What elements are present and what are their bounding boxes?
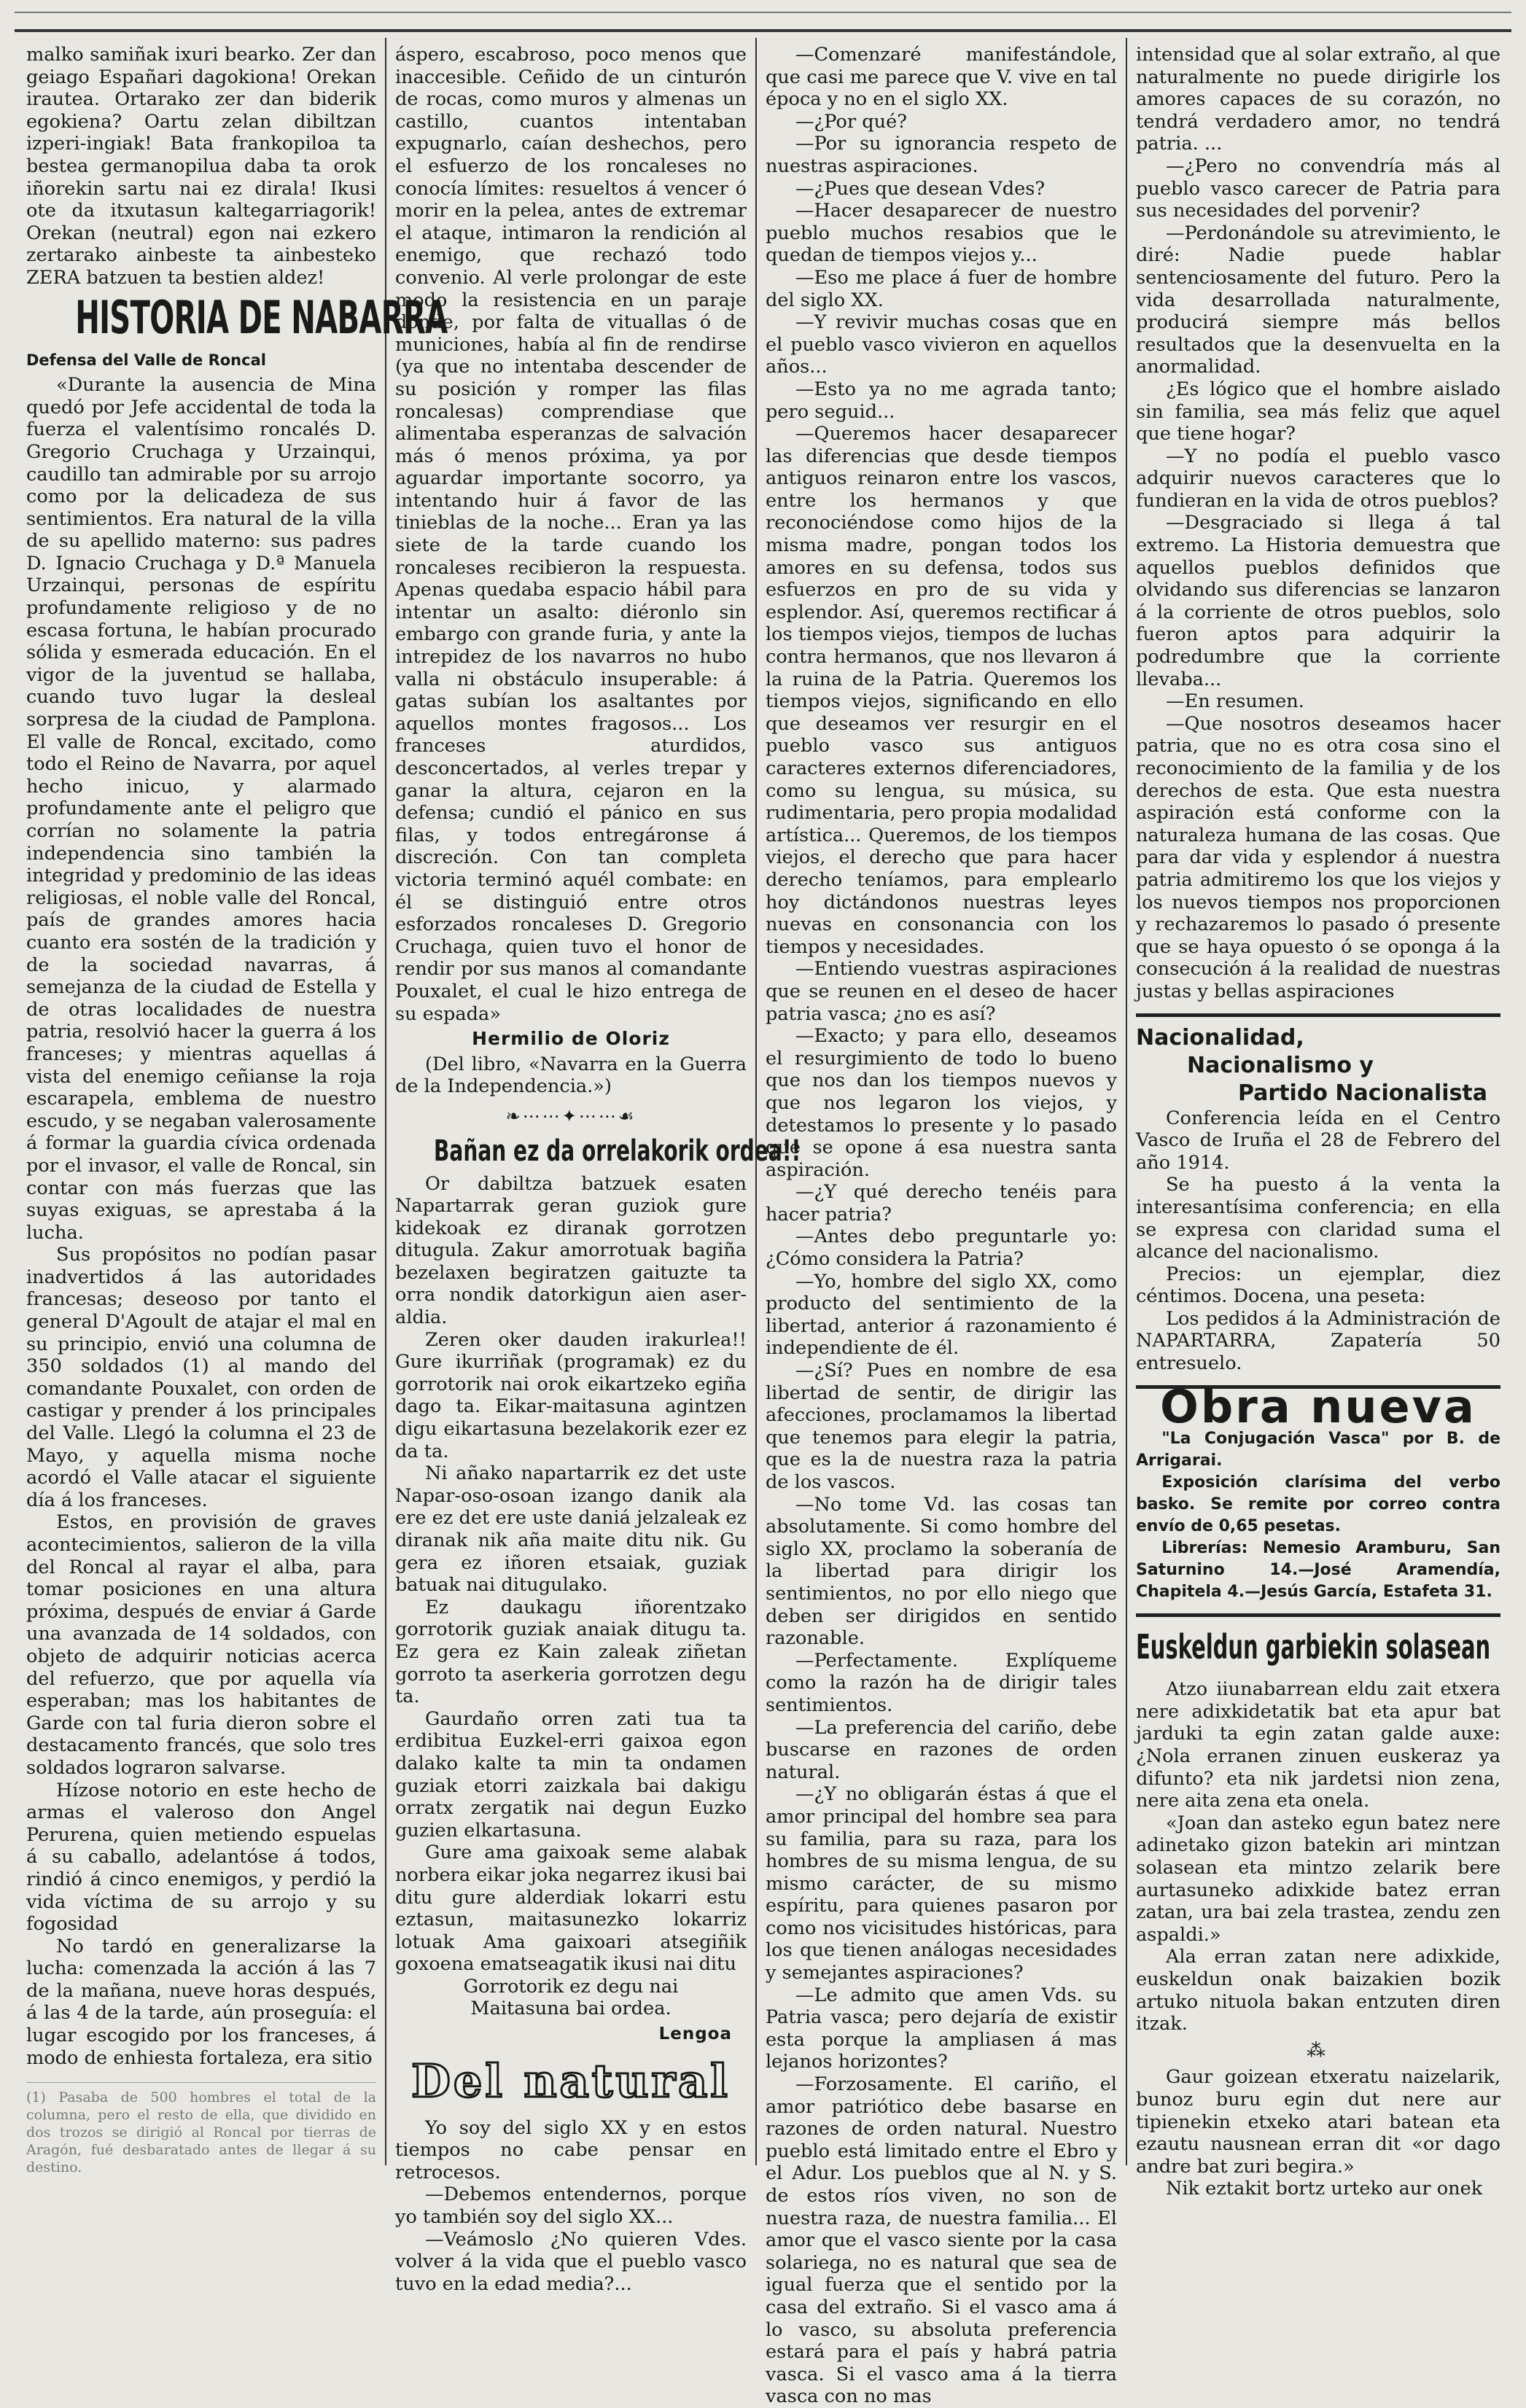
dialogue-line: —Queremos hacer desaparecer las diferencias que desde tiempos antiguos reinaron entre los vascos, entre los hermanos y que reconociéndose como hijos de la misma madre, pongan todos los amores en su defensa, todos sus esfuerzos en pro de su vida y esplendor. Así, queremos rectificar á los tiempos viejos, tiempos de luchas contra hermanos, que nos llevaron á la ruina de la Patria. Queremos los tiempos viejos, significando en ello que deseamos ver resurgir en el pueblo vasco sus antiguos caracteres externos diferenciadores, como su lengua, su música, su rudimentaria, pero propia modalidad artística... Queremos, de los tiempos viejos, el derecho que para hacer derecho teníamos, para emplearlo hoy dictándonos nuestras leyes nuevas en consonancia con los tiempos y necesidades. <box>766 423 1117 958</box>
article-paragraph: Or dabiltza batzuek esaten Napartarrak geran guziok gure kidekoak ez diranak gorrotzen ditugula. Zakur amorrotuak bagiña bezelaxen begiratzen gaituzte ta orra nondik datorkigun aien aser-aldia. <box>395 1172 747 1329</box>
dialogue-line: —Perfectamente. Explíqueme como la razón ha de dirigir tales sentimientos. <box>766 1649 1117 1716</box>
dialogue-line: —Desgraciado si llega á tal extremo. La Historia demuestra que aquellos pueblos definidos que olvidando sus diferencias se lanzaron á la corriente de otros pueblos, solo fueron aptos para adquirir la podredumbre que la corriente llevaba... <box>1136 512 1500 690</box>
dialogue-line: —¿Sí? Pues en nombre de esa libertad de sentir, de dirigir las afecciones, proclamamos la libertad que tenemos para elegir la patria, que es la de nuestra raza la patria de los vascos. <box>766 1360 1117 1493</box>
euskeldun-title: Euskeldun garbiekin solasean <box>1136 1627 1491 1667</box>
author-signature: Hermilio de Oloriz <box>472 1028 670 1050</box>
column-3 <box>766 44 1117 2408</box>
intro-paragraph: malko samiñak ixuri bearko. Zer dan geiago Españari dagokiona! Orekan irautea. Ortarako zer dan biderik egokiena? Oartu zelan dibiltzan izperi-ingiak! Bata frankopiloa ta bestea germanopilua daba ta orok iñorekin sartu nai ez dirala! Ikusi ote da itxutasun kaltegarriagorik! Orekan (neutral) egon nai ezkero zertarako ainbeste ta ainbesteko ZERA batzuen ta bestien aldez! <box>26 44 376 289</box>
article-paragraph: No tardó en generalizarse la lucha: comenzada la acción á las 7 de la mañana, nueve horas después, á las 4 de la tarde, aún proseguía: el lugar escogido por los franceses, á modo de enhiesta fortaleza, era sitio <box>26 1935 376 2069</box>
eusk-paragraph: Gaur goizean etxeratu naizelarik, bunoz buru egin dut nere aur tipienekin etxeko atari batean eta ezautu nausnean erran dit «or dago andre bat zuri begira.» <box>1136 2066 1500 2178</box>
column-divider <box>385 38 386 2165</box>
dialogue-line: intensidad que al solar extraño, al que naturalmente no puede dirigirle los amores capaces de su corazón, no tendrá verdadero amor, no tendrá patria. ... <box>1136 44 1500 155</box>
nac-paragraph: Los pedidos á la Administración de NAPARTARRA, Zapatería 50 entresuelo. <box>1136 1307 1500 1375</box>
poem-line: Gorrotorik ez degu nai <box>463 1975 679 1998</box>
article-paragraph: Ez daukagu iñorentzako gorrotorik guziak anaiak ditugu ta. Ez gera ez Kain zaleak ziñetan gorroto ta aserkeria gorrotzen degu ta. <box>395 1596 747 1708</box>
column-4 <box>1136 44 1500 2200</box>
dialogue-line: —Que nosotros deseamos hacer patria, que no es otra cosa sino el reconocimiento de la familia y de los derechos de esta. Que esta nuestra aspiración está conforme con la naturaleza humana de las cosas. Que para dar vida y esplendor á nuestra patria admitiremo los que los viejos y los nuevos tiempos nos proporcionen y rechazaremos lo pasado ó presente que se haya opuesto ó se oponga á la consecución á la realidad de nuestras justas y bellas aspiraciones <box>1136 712 1500 1002</box>
nac-paragraph: Se ha puesto á la venta la interesantísima conferencia; en ella se expresa con claridad suma el alcance del nacionalismo. <box>1136 1174 1500 1263</box>
dialogue-line: —¿Y qué derecho tenéis para hacer patria? <box>766 1181 1117 1226</box>
section-rule <box>1136 1613 1500 1617</box>
column-1 <box>26 44 448 2176</box>
historia-title: HISTORIA DE NABARRA <box>75 290 448 344</box>
article-paragraph: Ni añako napartarrik ez det uste Napar-oso-osoan izango danik ala ere ez det ere uste daniá jelzaleak ez diranak nik aña maite ditu nik. Gu gera ez iñoren etsaiak, guziak batuak nai ditugulako. <box>395 1462 747 1597</box>
dialogue-line: —¿Pues que desean Vdes? <box>795 177 1046 200</box>
nacionalidad-heading: Nacionalidad, <box>1136 1024 1304 1051</box>
dialogue-line: —Yo, hombre del siglo XX, como producto del sentimiento de la libertad, anterior á razonamiento é independiente de él. <box>766 1270 1117 1360</box>
del-natural-title: Del natural <box>411 2054 731 2108</box>
dialogue-line: —Forzosamente. El cariño, el amor patriótico debe basarse en razones de orden natural. Nuestro pueblo está limitado entre el Ebro y el Adur. Los pueblos que al N. y S. de estos ríos viven, no son de nuestra raza, de nuestra familia... El amor que el vasco siente por la casa solariega, no es natural que sea de igual fuerza que el sentido por la casa del extraño. Si el vasco ama á lo vasco, su absoluta preferencia estará para el país y habrá patria vasca. Si el vasco ama á la tierra vasca con no mas <box>766 2073 1117 2408</box>
footnote: (1) Pasaba de 500 hombres el total de la columna, pero el resto de ella, que dividido en dos trozos se dirigió al Roncal por tierras de Aragón, fué desbaratado antes de llegar á su destino. <box>26 2082 376 2176</box>
dialogue-line: ¿Es lógico que el hombre aislado sin familia, sea más feliz que aquel que tiene hogar? <box>1136 378 1500 445</box>
dialogue-line: —La preferencia del cariño, debe buscarse en razones de orden natural. <box>766 1716 1117 1783</box>
article-paragraph: —Veámoslo ¿No quieren Vdes. volver á la vida que el pueblo vasco tuvo en la edad media?... <box>395 2228 747 2295</box>
column-divider <box>755 38 757 2165</box>
dialogue-line: —Esto ya no me agrada tanto; pero seguid... <box>766 378 1117 423</box>
article-paragraph: Hízose notorio en este hecho de armas el valeroso don Angel Perurena, quien metiendo espuelas á su caballo, adelantóse á todos, rindió á cinco enemigos, y perdió la vida víctima de su arrojo y su fogosidad <box>26 1779 376 1936</box>
poem-line: Maitasuna bai ordea. <box>470 1998 671 2020</box>
article-paragraph: Yo soy del siglo XX y en estos tiempos no cabe pensar en retrocesos. <box>395 2116 747 2183</box>
eusk-paragraph: «Joan dan asteko egun batez nere adinetako gizon batekin ari mintzan solasean eta mintzo zelarik bere aurtasuneko adixkide batez erran zatan, ura bai zela trastea, zendu zen aspaldi.» <box>1136 1812 1500 1946</box>
dialogue-line: —¿Por qué? <box>795 110 907 133</box>
article-paragraph: Estos, en provisión de graves acontecimientos, salieron de la villa del Roncal al rayar el alba, para tomar posiciones en una altura próxima, después de enviar á Garde una avanzada de 14 soldados, con objeto de adquirir noticias acerca del refuerzo, que por aquella vía esperaban; mas los habitantes de Garde con tal furia dieron sobre el destacamento francés, que solo tres soldados lograron salvarse. <box>26 1511 376 1779</box>
dialogue-line: —Perdonándole su atrevimiento, le diré: Nadie puede hablar sentenciosamente del futuro. Pero la vida desarrollada naturalmente, producirá siempre más bellos resultados que la desenvuelta en la anormalidad. <box>1136 222 1500 378</box>
dialogue-line: —En resumen. <box>1165 690 1304 713</box>
dialogue-line: —Comenzaré manifestándole, que casi me parece que V. vive en tal época y no en el siglo XX. <box>766 44 1117 111</box>
eusk-paragraph: Atzo iiunabarrean eldu zait etxera nere adixkidetatik bat eta apur bat jarduki ta egin zatan galde auxe: ¿Nola erranen zinuen euskeraz ya difunto? eta nik jardetsi nion zena, nere aita zena eta onela. <box>1136 1678 1500 1812</box>
dialogue-line: —Hacer desaparecer de nuestro pueblo muchos resabios que le quedan de tiempos viejos y... <box>766 200 1117 267</box>
source-note: (Del libro, «Navarra en la Guerra de la Independencia.») <box>395 1053 747 1098</box>
eusk-paragraph: Ala erran zatan nere adixkide, euskeldun onak baizakien bozik artuko nituola bakan entzuten diren itzak. <box>1136 1946 1500 2035</box>
article-paragraph: —Debemos entendernos, porque yo también soy del siglo XX... <box>395 2183 747 2229</box>
article-paragraph: Zeren oker dauden irakurlea!! Gure ikurriñak (programak) ez du gorrotorik nai orok eikartzeko egiña dago ta. Eikar-maitasuna agintzen digu eikartasuna bezelakorik ezer ez da ta. <box>395 1328 747 1462</box>
article-paragraph: Sus propósitos no podían pasar inadvertidos á las autoridades francesas; deseoso por tanto el general D'Agoult de atajar el mal en su principio, envió una columna de 350 soldados (1) al mando del comandante Pouxalet, con orden de castigar y prender á los principales del Valle. Llegó la columna el 23 de Mayo, y aquella misma noche acordó el Valle atacar el siguiente día á los franceses. <box>26 1244 376 1511</box>
dialogue-line: —No tome Vd. las cosas tan absolutamente. Si como hombre del siglo XX, proclamo la soberanía de la libertad para dirigir los sentimientos, no por ello niego que deben ser dirigidos en sentido razonable. <box>766 1493 1117 1650</box>
article-paragraph: áspero, escabroso, poco menos que inaccesible. Ceñido de un cinturón de rocas, como muros y almenas un castillo, cuantos intentaban expugnarlo, caían deshechos, pero el esfuerzo de los roncaleses no conocía límites: resueltos á vencer ó morir en la pelea, antes de extremar el ataque, intimaron la rendición al enemigo, que rechazó todo convenio. Al verle prolongar de este modo la resistencia en un paraje donde, por falta de vituallas ó de municiones, había al fin de rendirse (ya que no intentaba descender de su posición y romper las filas roncalesas) comprendiase que alimentaba esperanzas de salvación más ó menos próxima, ya por aguardar importante socorro, ya intentando huir á favor de las tinieblas de la noche... Eran ya las siete de la tarde cuando los roncaleses recibieron la respuesta. Apenas quedaba espacio hábil para intentar un asalto: diéronlo sin embargo con grande furia, y ante la intrepidez de los navarros no hubo valla ni obstáculo insuperable: á gatas subían los asaltantes por aquellos montes fragosos... Los franceses aturdidos, desconcertados, al verles trepar y ganar la altura, cejaron en la defensa; cundió el pánico en sus filas, y todos entregáronse á discreción. Con tan completa victoria terminó aquél combate: en él se distinguió entre otros esforzados roncaleses D. Gregorio Cruchaga, quien tuvo el honor de rendir por sus manos al comandante Pouxalet, el cual le hizo entrega de su espada» <box>395 44 747 1025</box>
obra-ad-line: Exposición clarísima del verbo basko. Se remite por correo contra envío de 0,65 pesetas. <box>1136 1473 1500 1536</box>
dialogue-line: —Y revivir muchas cosas que en el pueblo vasco vivieron en aquellos años... <box>766 311 1117 378</box>
obra-nueva-title: Obra nueva <box>1160 1379 1476 1433</box>
dialogue-line: —Y no podía el pueblo vasco adquirir nuevos caracteres que lo fundieran en la vida de otros pueblos? <box>1136 445 1500 512</box>
dialogue-line: —Entiendo vuestras aspiraciones que se reunen en el deseo de hacer patria vasca; ¿no es así? <box>766 958 1117 1025</box>
obra-ad-line: "La Conjugación Vasca" por B. de Arrigarai. <box>1136 1430 1500 1470</box>
roncal-subtitle: Defensa del Valle de Roncal <box>26 351 266 369</box>
ornament-divider: ❧⋯⋯✦⋯⋯☙ <box>505 1105 637 1126</box>
article-paragraph: Gaurdaño orren zati tua ta erdibitua Euzkel-erri gaixoa egon dalako kalte ta min ta ondamen guziak etorri zaizkala bai dakigu orratx zergatik nai degun Euzko guzien elkartasuna. <box>395 1707 747 1842</box>
column-divider <box>1126 38 1127 2165</box>
dialogue-line: —Le admito que amen Vds. su Patria vasca; pero dejaría de existir esta porque la ampliasen á mas lejanos horizontes? <box>766 1984 1117 2073</box>
dialogue-line: —¿Pero no convendría más al pueblo vasco carecer de Patria para sus necesidades del porvenir? <box>1136 155 1500 222</box>
article-paragraph: «Durante la ausencia de Mina quedó por Jefe accidental de toda la fuerza el valentísimo roncalés D. Gregorio Cruchaga y Urzainqui, caudillo tan admirable por su arrojo como por la delicadeza de sus sentimientos. Era natural de la villa de su apellido materno: sus padres D. Ignacio Cruchaga y D.ª Manuela Urzainqui, personas de espíritu profundamente religioso y de no escasa fortuna, le habían procurado sólida y esmerada educación. En el vigor de la juventud se hallaba, cuando tuvo lugar la desleal sorpresa de la ciudad de Pamplona. El valle de Roncal, excitado, como todo el Reino de Navarra, por aquel hecho inicuo, y alarmado profundamente ante el peligro que corrían no solamente la patria independencia sino también la integridad y predominio de las ideas religiosas, el noble valle del Roncal, país de grandes amores hacia cuanto era sostén de la tradición y de la sociedad navarras, á semejanza de la ciudad de Estella y de otras localidades de nuestra patria, resolvió hacer la guerra á los franceses; y mientras aquellas á vista del enemigo ceñianse la roja escarapela, emblema de nuestro escudo, y se negaban valerosamente á formar la guardia cívica ordenada por el invasor, el valle de Roncal, sin contar con más fuerzas que las suyas exiguas, se aprestaba á la lucha. <box>26 374 376 1244</box>
dialogue-line: —¿Y no obligarán éstas á que el amor principal del hombre sea para su familia, para su raza, para los hombres de su misma lengua, de su mismo carácter, de su mismo espíritu, para quienes pasaron por como nos vicisitudes históricas, para los que tienen análogas necesidades y semejantes aspiraciones? <box>766 1783 1117 1984</box>
article-paragraph: Gure ama gaixoak seme alabak norbera eikar joka negarrez ikusi bai ditu gure alderdiak lokarri estu eztasun, maitasunezko lokarriz lotuak Ama gaixoari atsegiñik goxoena ematseagatik ikusi nai ditu <box>395 1842 747 1976</box>
nac-paragraph: Precios: un ejemplar, diez céntimos. Docena, una peseta: <box>1136 1263 1500 1308</box>
nacionalismo-heading: Nacionalismo y <box>1187 1052 1374 1078</box>
top-rule <box>15 16 1511 32</box>
banan-title: Bañan ez da orrelakorik ordea!! <box>434 1134 801 1168</box>
author-signature: Lengoa <box>658 2025 732 2044</box>
dialogue-line: —Antes debo preguntarle yo: ¿Cómo considera la Patria? <box>766 1226 1117 1271</box>
section-rule <box>1136 1013 1500 1017</box>
eusk-paragraph: Nik eztakit bortz urteko aur onek <box>1165 2178 1483 2200</box>
dialogue-line: —Eso me place á fuer de hombre del siglo XX. <box>766 266 1117 311</box>
partido-heading: Partido Nacionalista <box>1238 1080 1488 1106</box>
nac-paragraph: Conferencia leída en el Centro Vasco de Iruña el 28 de Febrero del año 1914. <box>1136 1107 1500 1174</box>
dialogue-line: —Exacto; y para ello, deseamos el resurgimiento de todo lo bueno que nos dan los tiempos nuevos y que nos legaron los viejos, y detestamos lo presente y lo pasado que se opone á esa nuestra santa aspiración. <box>766 1025 1117 1181</box>
column-2 <box>395 44 801 2295</box>
asterism-divider: ⁂ <box>1307 2039 1330 2062</box>
obra-ad-line: Librerías: Nemesio Aramburu, San Saturnino 14.—José Aramendía, Chapitela 4.—Jesús García, Estafeta 31. <box>1136 1539 1500 1602</box>
dialogue-line: —Por su ignorancia respeto de nuestras aspiraciones. <box>766 133 1117 177</box>
